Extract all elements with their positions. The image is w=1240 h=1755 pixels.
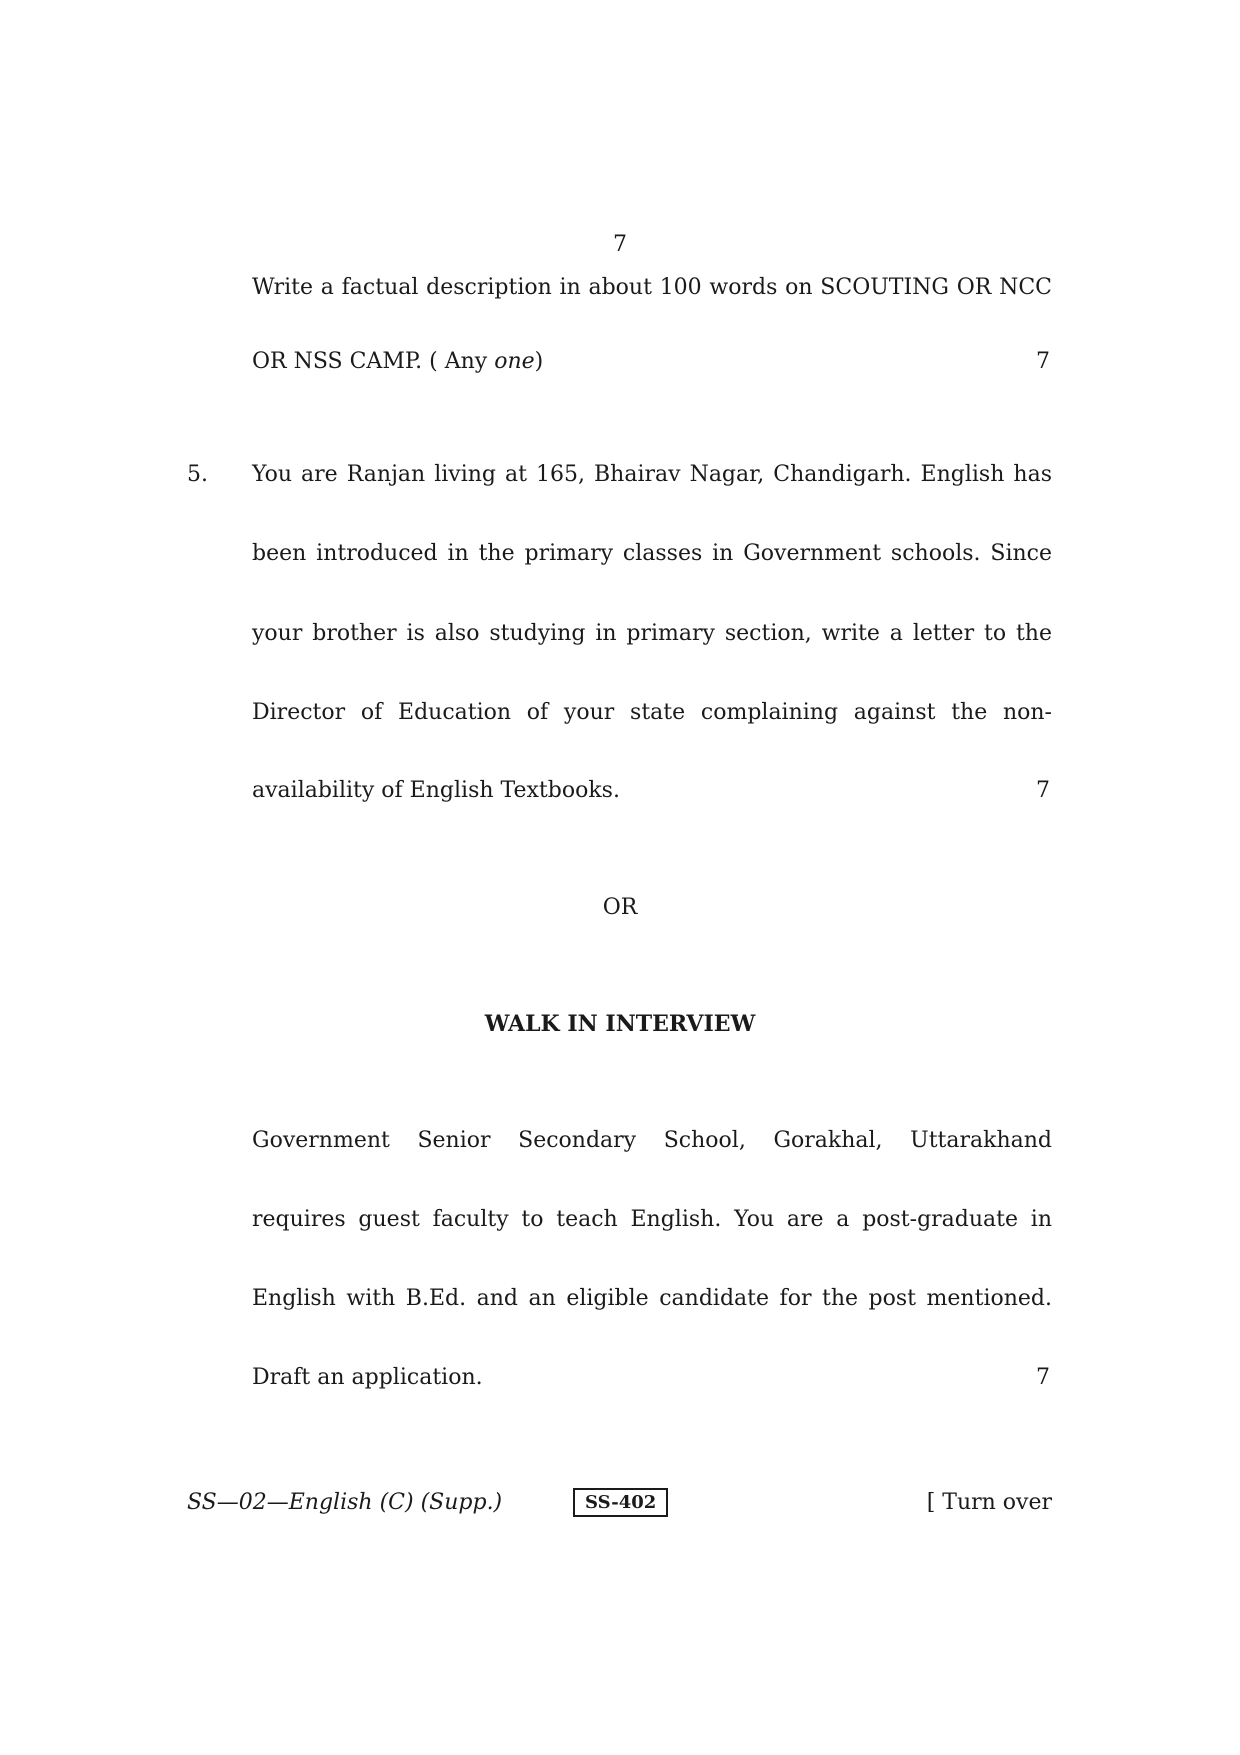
q4-line-2-italic: one: [494, 349, 535, 374]
q4-marks: 7: [1036, 349, 1050, 374]
q5-line-4: Director of Education of your state complaining against the non-: [252, 700, 1052, 725]
walk-in-line-1: Government Senior Secondary School, Gorakhal, Uttarakhand: [252, 1128, 1052, 1153]
q5-number: 5.: [187, 462, 208, 487]
q4-line-1: Write a factual description in about 100 words on SCOUTING OR NCC: [252, 275, 1052, 300]
q5-line-1: You are Ranjan living at 165, Bhairav Nagar, Chandigarh. English has: [252, 462, 1052, 487]
or-separator: OR: [602, 895, 638, 920]
q4-line-2-text: OR NSS CAMP. ( Any: [252, 349, 495, 374]
walk-in-line-3: English with B.Ed. and an eligible candidate for the post mentioned.: [252, 1286, 1052, 1311]
footer-turn-over: [ Turn over: [926, 1490, 1052, 1515]
footer-series-box: SS-402: [573, 1488, 668, 1517]
q5-line-5: availability of English Textbooks.: [252, 778, 620, 803]
walk-in-heading: WALK IN INTERVIEW: [484, 1011, 756, 1037]
walk-in-line-2: requires guest faculty to teach English. You are a post-graduate in: [252, 1207, 1052, 1232]
q5-line-3: your brother is also studying in primary section, write a letter to the: [252, 621, 1052, 646]
footer-paper-code: SS—02—English (C) (Supp.): [187, 1490, 503, 1515]
walk-in-line-4: Draft an application.: [252, 1365, 483, 1390]
q5-marks: 7: [1036, 778, 1050, 803]
q4-line-2-close: ): [534, 349, 544, 374]
q4-line-2: [252, 349, 1052, 374]
page-number: 7: [613, 232, 627, 257]
walk-in-marks: 7: [1036, 1365, 1050, 1390]
q5-line-2: been introduced in the primary classes in Government schools. Since: [252, 541, 1052, 566]
